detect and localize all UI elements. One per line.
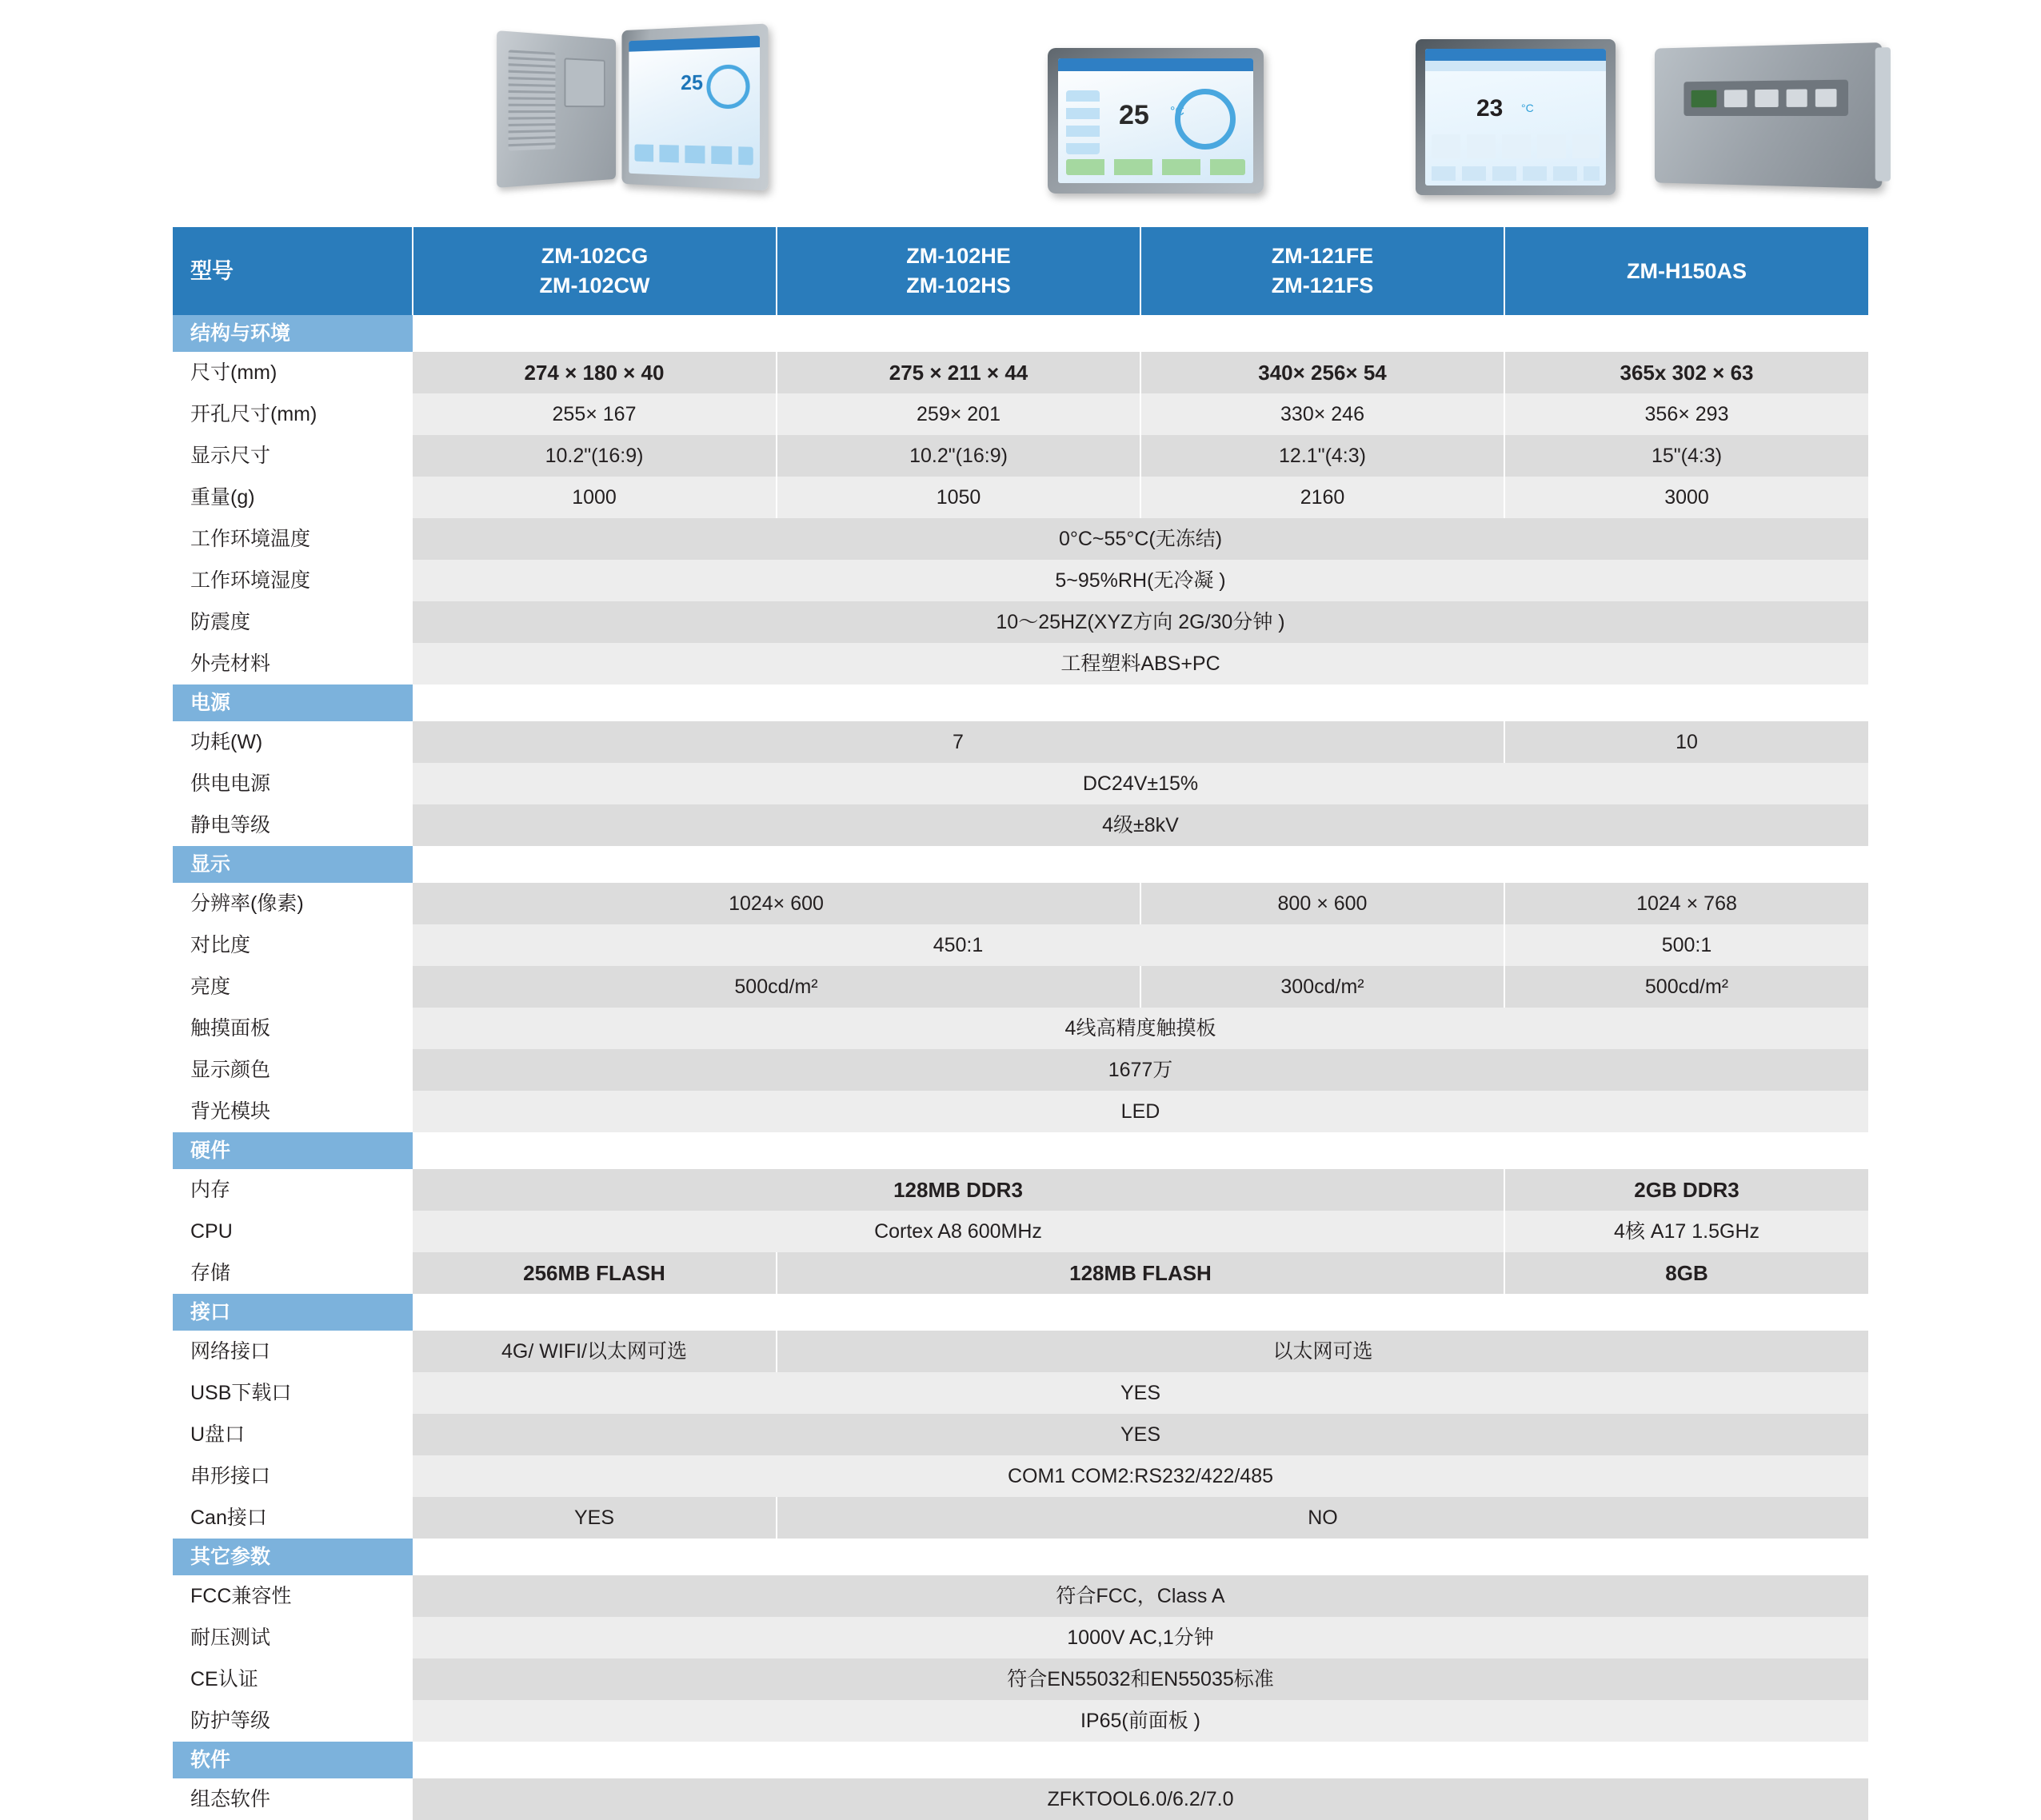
row-value: YES: [413, 1497, 777, 1539]
table-row: [173, 435, 1868, 477]
header-col-1-line2: ZM-102CW: [539, 273, 650, 297]
row-label: 耐压测试: [173, 1617, 413, 1658]
row-value: 500:1: [1504, 924, 1868, 966]
section-row: [173, 1294, 1868, 1331]
table-row: [173, 1091, 1868, 1132]
row-value: 5~95%RH(无冷凝 ): [413, 560, 1868, 601]
header-col-3: [1140, 227, 1504, 315]
product-image-zm102h: [1048, 48, 1264, 194]
header-col-3-line2: ZM-121FS: [1271, 273, 1374, 297]
ethernet-port-icon: [1692, 90, 1717, 108]
device-front-panel: [621, 23, 768, 190]
row-label: 触摸面板: [173, 1008, 413, 1049]
usb-port-icon: [1787, 89, 1807, 106]
table-row: [173, 1169, 1868, 1211]
row-label: 串形接口: [173, 1455, 413, 1497]
screen-temperature-unit: °C: [1170, 105, 1184, 118]
row-label: 防震度: [173, 601, 413, 643]
row-value: 1677万: [413, 1049, 1868, 1091]
section-filler: [413, 1539, 1868, 1575]
row-value: 1024 × 768: [1504, 883, 1868, 924]
row-label: 显示颜色: [173, 1049, 413, 1091]
row-value: ZFKTOOL6.0/6.2/7.0: [413, 1778, 1868, 1820]
table-row: [173, 1455, 1868, 1497]
table-row: [173, 966, 1868, 1008]
section-filler: [413, 1294, 1868, 1331]
row-value: YES: [413, 1372, 1868, 1414]
table-row: [173, 1252, 1868, 1294]
section-filler: [413, 1742, 1868, 1778]
section-title-2: 显示: [173, 846, 413, 883]
screen-mode-buttons: [1432, 134, 1600, 158]
table-row: [173, 763, 1868, 804]
row-value: 128MB DDR3: [413, 1169, 1504, 1211]
screen-titlebar: [1425, 49, 1606, 61]
row-value: 15"(4:3): [1504, 435, 1868, 477]
row-value: 12.1"(4:3): [1140, 435, 1504, 477]
table-row: [173, 721, 1868, 763]
table-row: [173, 518, 1868, 560]
row-label: 重量(g): [173, 477, 413, 518]
device-front-panel: [1048, 48, 1264, 194]
row-value: 符合EN55032和EN55035标准: [413, 1658, 1868, 1700]
table-row: [173, 1617, 1868, 1658]
row-value: 300cd/m²: [1140, 966, 1504, 1008]
section-title-6: 软件: [173, 1742, 413, 1778]
section-title-4: 接口: [173, 1294, 413, 1331]
row-value: 1000V AC,1分钟: [413, 1617, 1868, 1658]
header-col-2: [777, 227, 1140, 315]
row-value: 1050: [777, 477, 1140, 518]
table-body: [173, 315, 1868, 1820]
table-row: [173, 924, 1868, 966]
row-value: 500cd/m²: [413, 966, 1140, 1008]
table-row: [173, 477, 1868, 518]
row-label: Can接口: [173, 1497, 413, 1539]
screen-subbar: [1425, 61, 1606, 71]
row-value: 365x 302 × 63: [1504, 352, 1868, 393]
table-row: [173, 1497, 1868, 1539]
row-value: 以太网可选: [777, 1331, 1868, 1372]
screen-dial-icon: [1175, 89, 1236, 150]
row-value: 500cd/m²: [1504, 966, 1868, 1008]
header-col-2-line1: ZM-102HE: [906, 244, 1011, 268]
section-row: [173, 1539, 1868, 1575]
table-row: [173, 1414, 1868, 1455]
table-row: [173, 1658, 1868, 1700]
device-rear-shell: [497, 30, 616, 188]
table-row: [173, 1700, 1868, 1742]
section-title-5: 其它参数: [173, 1539, 413, 1575]
table-row: [173, 601, 1868, 643]
screen-titlebar: [629, 36, 760, 52]
device-screen: [629, 36, 760, 179]
section-title-0: 结构与环境: [173, 315, 413, 352]
section-filler: [413, 684, 1868, 721]
row-value: 2GB DDR3: [1504, 1169, 1868, 1211]
screen-button-row: [1066, 159, 1245, 175]
screen-temperature-value: 25: [1119, 100, 1149, 130]
table-row: [173, 1049, 1868, 1091]
row-label: 开孔尺寸(mm): [173, 393, 413, 435]
product-image-zm102c: [496, 27, 768, 195]
table-row: [173, 804, 1868, 846]
product-image-zmh150as-rear: [1648, 46, 1879, 186]
row-label: 功耗(W): [173, 721, 413, 763]
device-front-panel: [1416, 39, 1616, 195]
screen-side-icons: [1066, 90, 1100, 154]
section-row: [173, 315, 1868, 352]
header-col-1: [413, 227, 777, 315]
section-filler: [413, 1132, 1868, 1169]
section-row: [173, 684, 1868, 721]
screen-button-row: [635, 144, 753, 165]
row-value: 356× 293: [1504, 393, 1868, 435]
row-value: Cortex A8 600MHz: [413, 1211, 1504, 1252]
row-value: 工程塑料ABS+PC: [413, 643, 1868, 684]
header-col-4: [1504, 227, 1868, 315]
table-row: [173, 393, 1868, 435]
device-port-bank: [1684, 80, 1848, 116]
row-label: USB下载口: [173, 1372, 413, 1414]
row-label: 亮度: [173, 966, 413, 1008]
row-value: 10.2"(16:9): [413, 435, 777, 477]
screen-temperature-value: 23: [1476, 95, 1504, 122]
row-value: 3000: [1504, 477, 1868, 518]
row-value: YES: [413, 1414, 1868, 1455]
header-col-4-line1: ZM-H150AS: [1626, 258, 1747, 283]
row-value: IP65(前面板 ): [413, 1700, 1868, 1742]
table-row: [173, 352, 1868, 393]
section-filler: [413, 315, 1868, 352]
section-row: [173, 846, 1868, 883]
row-label: 工作环境湿度: [173, 560, 413, 601]
device-bezel-edge: [1875, 47, 1891, 182]
row-value: 符合FCC，Class A: [413, 1575, 1868, 1617]
row-value: 2160: [1140, 477, 1504, 518]
row-label: CPU: [173, 1211, 413, 1252]
row-value: LED: [413, 1091, 1868, 1132]
row-value: 1024× 600: [413, 883, 1140, 924]
row-value: 8GB: [1504, 1252, 1868, 1294]
table-row: [173, 1211, 1868, 1252]
row-label: 静电等级: [173, 804, 413, 846]
row-value: 1000: [413, 477, 777, 518]
section-title-1: 电源: [173, 684, 413, 721]
row-label: 存储: [173, 1252, 413, 1294]
header-col-1-line1: ZM-102CG: [541, 244, 649, 268]
table-row: [173, 1008, 1868, 1049]
table-row: [173, 1575, 1868, 1617]
table-head: [173, 227, 1868, 315]
row-value: 128MB FLASH: [777, 1252, 1504, 1294]
row-value: DC24V±15%: [413, 763, 1868, 804]
row-value: 7: [413, 721, 1504, 763]
row-value: 0°C~55°C(无冻结): [413, 518, 1868, 560]
row-value: 4级±8kV: [413, 804, 1868, 846]
section-row: [173, 1132, 1868, 1169]
table-row: [173, 1778, 1868, 1820]
header-col-2-line2: ZM-102HS: [906, 273, 1011, 297]
row-label: 组态软件: [173, 1778, 413, 1820]
section-title-3: 硬件: [173, 1132, 413, 1169]
row-value: 340× 256× 54: [1140, 352, 1504, 393]
device-screen: [1058, 58, 1253, 183]
section-filler: [413, 846, 1868, 883]
row-value: 10: [1504, 721, 1868, 763]
row-label: U盘口: [173, 1414, 413, 1455]
row-label: 尺寸(mm): [173, 352, 413, 393]
row-label: 分辨率(像素): [173, 883, 413, 924]
section-row: [173, 1742, 1868, 1778]
row-value: NO: [777, 1497, 1868, 1539]
row-label: 外壳材料: [173, 643, 413, 684]
row-value: 255× 167: [413, 393, 777, 435]
row-label: 显示尺寸: [173, 435, 413, 477]
serial-port-icon: [1724, 90, 1747, 107]
row-value: 450:1: [413, 924, 1504, 966]
row-value: 275 × 211 × 44: [777, 352, 1140, 393]
row-value: 10～25HZ(XYZ方向 2G/30分钟 ): [413, 601, 1868, 643]
screen-button-row: [1432, 166, 1600, 181]
row-value: COM1 COM2:RS232/422/485: [413, 1455, 1868, 1497]
row-value: 330× 246: [1140, 393, 1504, 435]
serial-port-icon-2: [1755, 90, 1778, 107]
table-row: [173, 883, 1868, 924]
row-value: 800 × 600: [1140, 883, 1504, 924]
row-value: 10.2"(16:9): [777, 435, 1140, 477]
row-label: FCC兼容性: [173, 1575, 413, 1617]
screen-temperature-unit: °C: [1521, 102, 1534, 114]
screen-temperature-value: 25: [681, 70, 703, 95]
row-label: CE认证: [173, 1658, 413, 1700]
header-label: 型号: [173, 227, 413, 315]
row-value: 274 × 180 × 40: [413, 352, 777, 393]
row-label: 内存: [173, 1169, 413, 1211]
row-value: 256MB FLASH: [413, 1252, 777, 1294]
row-label: 工作环境温度: [173, 518, 413, 560]
product-image-zm121f: [1416, 39, 1616, 195]
device-rear-shell: [1655, 42, 1882, 189]
specification-table: [173, 227, 1868, 1820]
table-row: [173, 1331, 1868, 1372]
row-value: 4G/ WIFI/以太网可选: [413, 1331, 777, 1372]
row-label: 背光模块: [173, 1091, 413, 1132]
row-value: 259× 201: [777, 393, 1140, 435]
screen-titlebar: [1058, 58, 1253, 71]
usb-port-icon-2: [1815, 89, 1837, 107]
row-label: 网络接口: [173, 1331, 413, 1372]
row-label: 防护等级: [173, 1700, 413, 1742]
screen-dial-icon: [706, 64, 749, 109]
product-image-strip: [0, 0, 2041, 210]
row-value: 4核 A17 1.5GHz: [1504, 1211, 1868, 1252]
row-label: 供电电源: [173, 763, 413, 804]
table-row: [173, 643, 1868, 684]
row-label: 对比度: [173, 924, 413, 966]
device-screen: [1425, 49, 1606, 186]
table-row: [173, 1372, 1868, 1414]
row-value: 4线高精度触摸板: [413, 1008, 1868, 1049]
table-header-row: [173, 227, 1868, 315]
specification-table-wrapper: [173, 227, 1868, 1820]
table-row: [173, 560, 1868, 601]
header-col-3-line1: ZM-121FE: [1271, 244, 1374, 268]
